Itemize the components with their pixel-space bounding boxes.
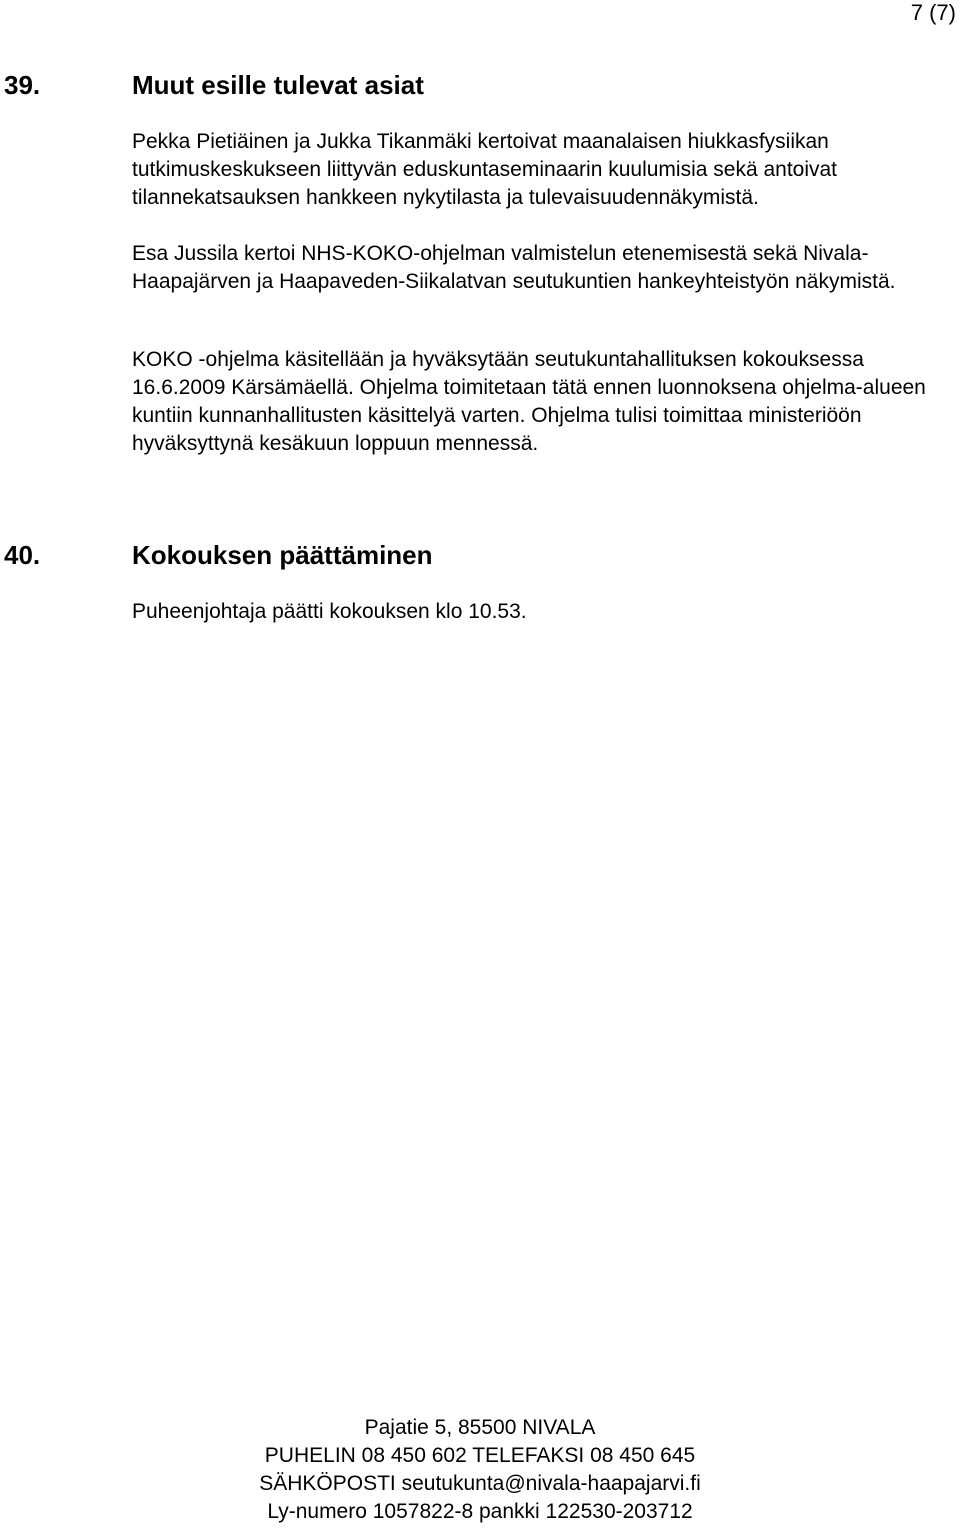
footer <box>0 1414 960 1526</box>
footer-business-id: Ly-numero 1057822-8 pankki 122530-203712 <box>267 1500 693 1523</box>
footer-email: SÄHKÖPOSTI seutukunta@nivala-haapajarvi.fi <box>259 1472 701 1495</box>
footer-address: Pajatie 5, 85500 NIVALA <box>364 1416 596 1439</box>
section-title: Kokouksen päättäminen <box>132 540 433 570</box>
paragraph: Esa Jussila kertoi NHS-KOKO-ohjelman valmistelun etenemisestä sekä Nivala-Haapajärven ja Haapaveden-Siikalatvan seutukuntien hankeyhteistyön näkymistä. <box>132 242 896 293</box>
section-number: 39. <box>4 70 41 100</box>
section-number: 40. <box>4 540 41 570</box>
paragraph: Pekka Pietiäinen ja Jukka Tikanmäki kertoivat maanalaisen hiukkasfysiikan tutkimuskeskukseen liittyvän eduskuntaseminaarin kuulumisia sekä antoivat tilannekatsauksen hankkeen nykytilasta ja tulevaisuudennäkymistä. <box>132 130 838 209</box>
page-number: 7 (7) <box>910 0 956 25</box>
section-title: Muut esille tulevat asiat <box>132 70 424 100</box>
footer-phone: PUHELIN 08 450 602 TELEFAKSI 08 450 645 <box>264 1444 696 1467</box>
paragraph: Puheenjohtaja päätti kokouksen klo 10.53. <box>132 600 527 623</box>
paragraph: KOKO -ohjelma käsitellään ja hyväksytään seutukuntahallituksen kokouksessa 16.6.2009 Kärsämäellä. Ohjelma toimitetaan tätä ennen luonnoksena ohjelma-alueen kuntiin kunnanhallitusten käsittelyä varten. Ohjelma tulisi toimittaa ministeriöön hyväksyttynä kesäkuun loppuun mennessä. <box>132 348 926 455</box>
